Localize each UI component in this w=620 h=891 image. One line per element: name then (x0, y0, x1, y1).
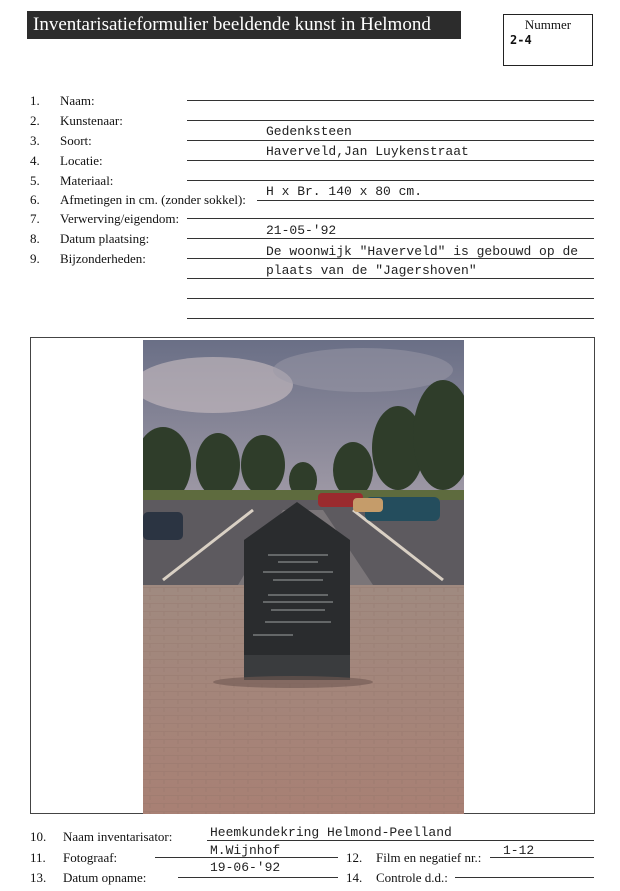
field-number: 12. (346, 850, 363, 865)
field-number: 7. (30, 211, 40, 226)
field-label-fotograaf: Fotograaf: (63, 850, 118, 865)
number-value: 2-4 (510, 33, 532, 47)
field-label-locatie: Locatie: (60, 153, 103, 168)
field-value-inventarisator: Heemkundekring Helmond-Peelland (210, 825, 452, 840)
field-label-film-negatief: Film en negatief nr.: (376, 850, 482, 865)
field-number: 5. (30, 173, 40, 188)
field-value-bijzonderheden: De woonwijk "Haverveld" is gebouwd op de (266, 244, 579, 259)
field-line (178, 877, 338, 878)
field-label-afmetingen: Afmetingen in cm. (zonder sokkel): (60, 192, 246, 207)
field-label-materiaal: Materiaal: (60, 173, 114, 188)
field-number: 6. (30, 192, 40, 207)
field-number: 11. (30, 850, 46, 865)
field-line (455, 877, 594, 878)
field-value-bijzonderheden-line2: plaats van de "Jagershoven" (266, 263, 477, 278)
field-label-datum-plaatsing: Datum plaatsing: (60, 231, 150, 246)
field-label-verwerving: Verwerving/eigendom: (60, 211, 180, 226)
field-line (155, 857, 338, 858)
form-title: Inventarisatieformulier beeldende kunst in Helmond (27, 11, 461, 39)
field-line (187, 298, 594, 299)
field-line (187, 100, 594, 101)
field-line (187, 140, 594, 141)
field-value-afmetingen: H x Br. 140 x 80 cm. (266, 184, 423, 199)
field-number: 3. (30, 133, 40, 148)
field-label-inventarisator: Naam inventarisator: (63, 829, 173, 844)
field-value-locatie: Haverveld,Jan Luykenstraat (266, 144, 469, 159)
field-line (187, 318, 594, 319)
field-label-kunstenaar: Kunstenaar: (60, 113, 123, 128)
field-label-datum-opname: Datum opname: (63, 870, 147, 885)
field-value-datum-plaatsing: 21-05-'92 (266, 223, 337, 238)
field-number: 13. (30, 870, 47, 885)
field-line (187, 180, 594, 181)
field-value-fotograaf: M.Wijnhof (210, 843, 281, 858)
field-line (187, 120, 594, 121)
field-label-bijzonderheden: Bijzonderheden: (60, 251, 146, 266)
number-label: Nummer (524, 17, 572, 32)
field-line (490, 857, 594, 858)
memorial-stone-photo (143, 340, 464, 814)
field-label-controle: Controle d.d.: (376, 870, 448, 885)
field-number: 10. (30, 829, 47, 844)
field-number: 1. (30, 93, 40, 108)
field-number: 9. (30, 251, 40, 266)
number-box (503, 14, 593, 66)
field-line (187, 278, 594, 279)
field-number: 4. (30, 153, 40, 168)
field-label-naam: Naam: (60, 93, 95, 108)
field-line (187, 160, 594, 161)
field-value-film-negatief: 1-12 (503, 843, 535, 858)
field-number: 14. (346, 870, 363, 885)
field-value-datum-opname: 19-06-'92 (210, 860, 281, 875)
field-line (207, 840, 594, 841)
field-number: 2. (30, 113, 40, 128)
field-line (187, 238, 594, 239)
field-number: 8. (30, 231, 40, 246)
field-value-soort: Gedenksteen (266, 124, 352, 139)
field-line (187, 258, 594, 259)
field-line (187, 218, 594, 219)
field-label-soort: Soort: (60, 133, 92, 148)
field-line (257, 200, 594, 201)
